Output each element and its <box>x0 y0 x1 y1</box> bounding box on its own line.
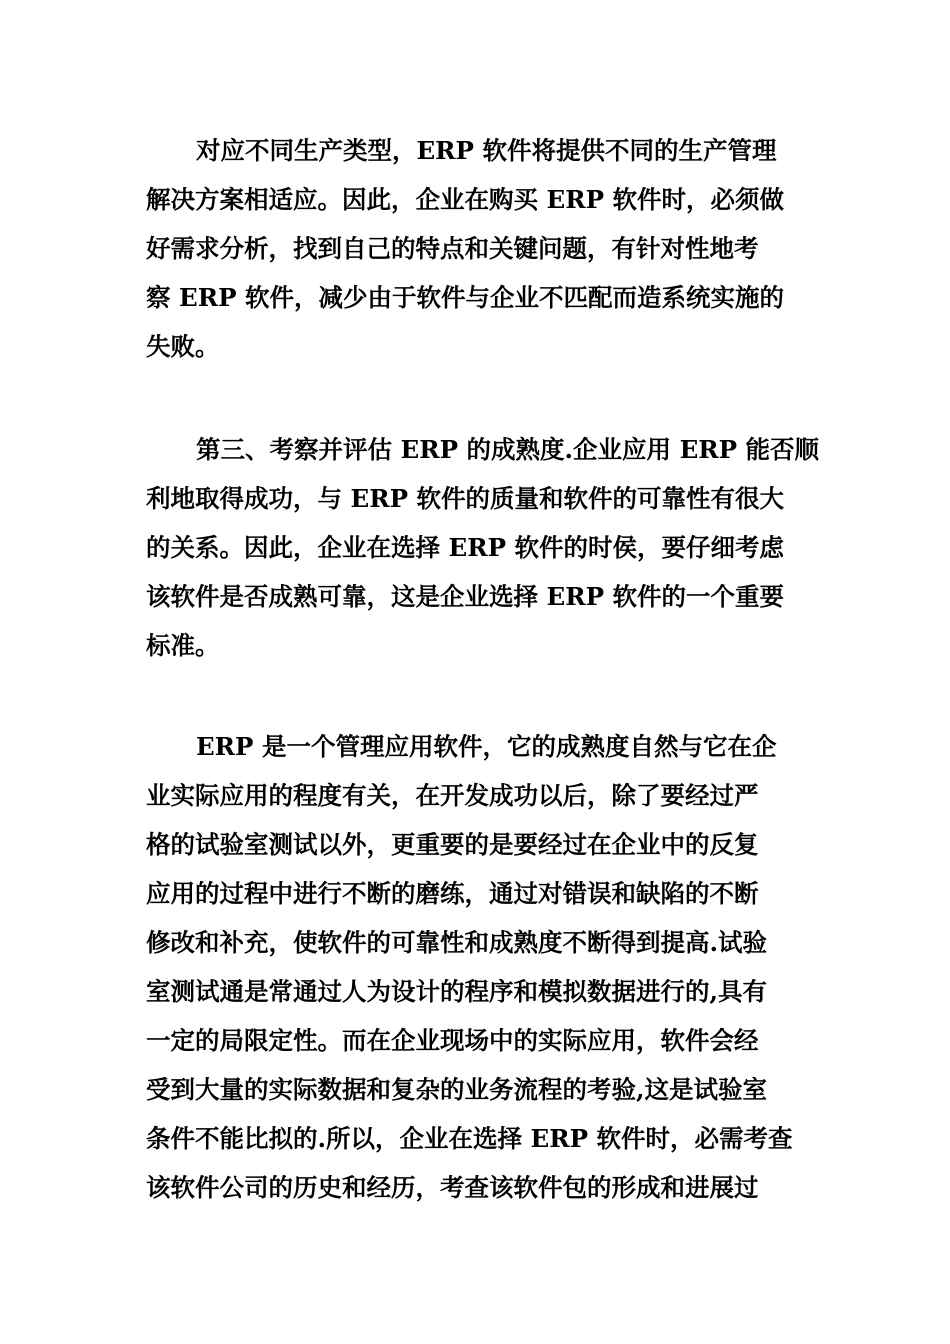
text-line: 对应不同生产类型，ERP 软件将提供不同的生产管理 <box>196 136 777 165</box>
text-line: 察 ERP 软件，减少由于软件与企业不匹配而造系统实施的 <box>146 283 785 312</box>
paragraph-1 <box>146 126 806 371</box>
text-line: 室测试通是常通过人为设计的程序和模拟数据进行的,具有 <box>146 977 768 1006</box>
text-line: 业实际应用的程度有关，在开发成功以后，除了要经过严 <box>146 781 759 810</box>
text-line: 好需求分析，找到自己的特点和关键问题，有针对性地考 <box>146 234 759 263</box>
text-line: ERP 是一个管理应用软件，它的成熟度自然与它在企 <box>196 732 777 761</box>
text-line: 利地取得成功，与 ERP 软件的质量和软件的可靠性有很大 <box>146 484 785 513</box>
text-line: 应用的过程中进行不断的磨练，通过对错误和缺陷的不断 <box>146 879 759 908</box>
text-line: 失败。 <box>146 332 220 361</box>
text-line: 第三、考察并评估 ERP 的成熟度.企业应用 ERP 能否顺 <box>196 435 820 464</box>
text-line: 一定的局限定性。而在企业现场中的实际应用，软件会经 <box>146 1026 759 1055</box>
text-line: 该软件公司的历史和经历，考查该软件包的形成和进展过 <box>146 1173 759 1202</box>
text-line: 解决方案相适应。因此，企业在购买 ERP 软件时，必须做 <box>146 185 785 214</box>
paragraph-3 <box>146 722 806 1212</box>
text-line: 的关系。因此，企业在选择 ERP 软件的时侯，要仔细考虑 <box>146 533 785 562</box>
text-line: 标准。 <box>146 631 220 660</box>
text-line: 条件不能比拟的.所以，企业在选择 ERP 软件时，必需考查 <box>146 1124 793 1153</box>
paragraph-2 <box>146 425 820 670</box>
text-line: 格的试验室测试以外，更重要的是要经过在企业中的反复 <box>146 830 759 859</box>
text-line: 受到大量的实际数据和复杂的业务流程的考验,这是试验室 <box>146 1075 768 1104</box>
text-line: 该软件是否成熟可靠，这是企业选择 ERP 软件的一个重要 <box>146 582 785 611</box>
text-line: 修改和补充，使软件的可靠性和成熟度不断得到提高.试验 <box>146 928 768 957</box>
